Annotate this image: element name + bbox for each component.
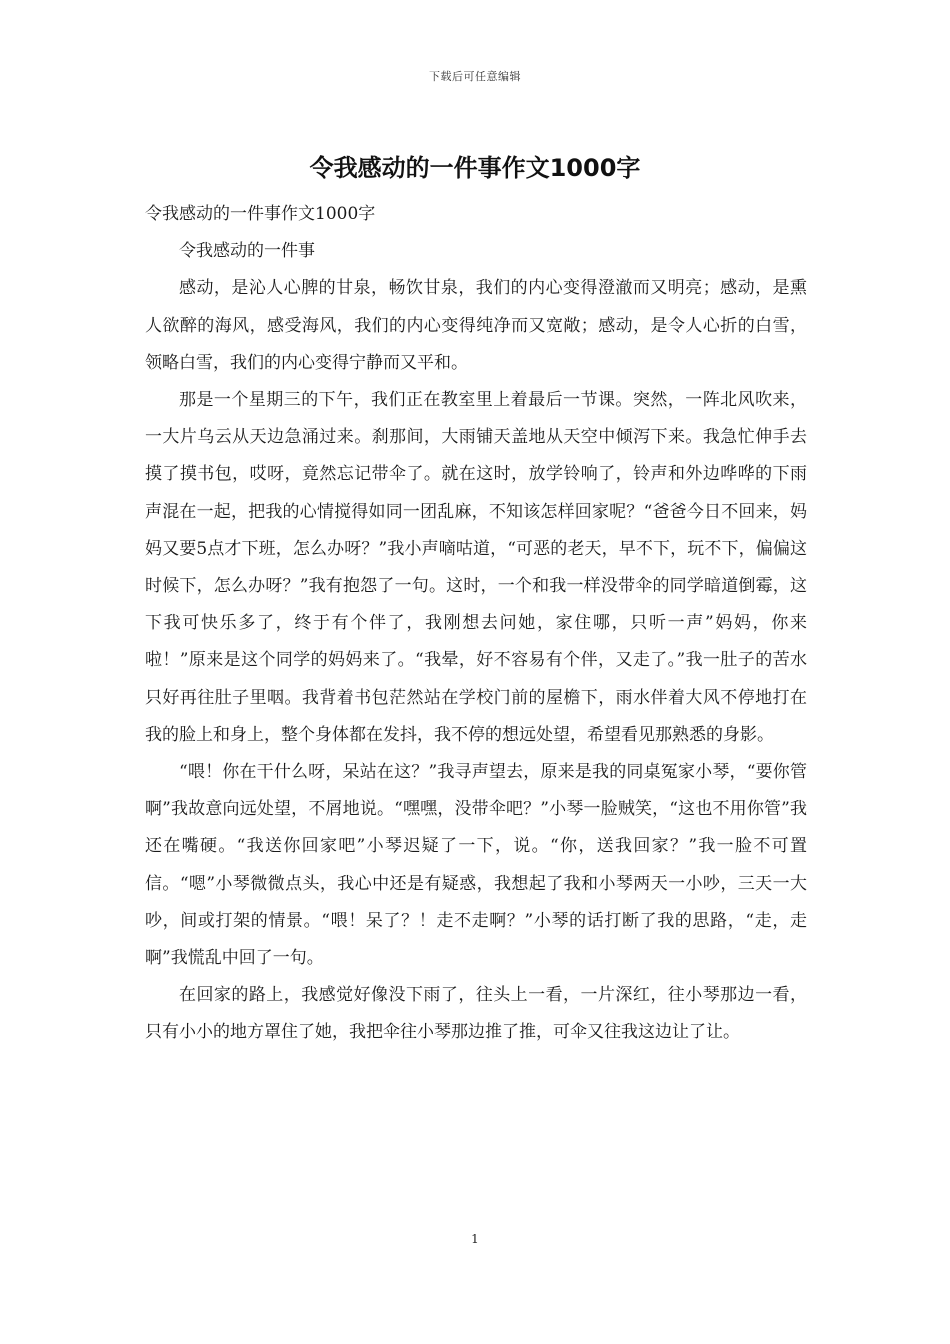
paragraph-subtitle: 令我感动的一件事作文1000字 <box>145 204 376 224</box>
paragraph: 那是一个星期三的下午，我们正在教室里上着最后一节课。突然，一阵北风吹来，一大片乌云从天边急涌过来。刹那间，大雨铺天盖地从天空中倾泻下来。我急忙伸手去摸了摸书包，哎呀，竟然忘记带伞了。就在这时，放学铃响了，铃声和外边哗哗的下雨声混在一起，把我的心情搅得如同一团乱麻，不知该怎样回家呢？“爸爸今日不回来，妈妈又要5点才下班，怎么办呀？”我小声嘀咕道，“可恶的老天，早不下，玩不下，偏偏这时候下，怎么办呀？”我有抱怨了一句。这时，一个和我一样没带伞的同学暗道倒霉，这下我可快乐多了，终于有个伴了，我刚想去问她，家住哪，只听一声”妈妈，你来啦！”原来是这个同学的妈妈来了。“我晕，好不容易有个伴，又走了。”我一肚子的苦水只好再往肚子里咽。我背着书包茫然站在学校门前的屋檐下，雨水伴着大风不停地打在我的脸上和身上，整个身体都在发抖，我不停的想远处望，希望看见那熟悉的身影。 <box>145 390 807 745</box>
page-number: 1 <box>471 1232 479 1246</box>
header-note: 下载后可任意编辑 <box>429 70 521 83</box>
document-body <box>145 196 807 1052</box>
paragraph: “喂！你在干什么呀，呆站在这？”我寻声望去，原来是我的同桌冤家小琴，“要你管啊”我故意向远处望，不屑地说。“嘿嘿，没带伞吧？”小琴一脸贼笑，“这也不用你管”我还在嘴硬。“我送你回家吧”小琴迟疑了一下，说。“你，送我回家？”我一脸不可置信。“嗯”小琴微微点头，我心中还是有疑惑，我想起了我和小琴两天一小吵，三天一大吵，间或打架的情景。“喂！呆了？！走不走啊？”小琴的话打断了我的思路，“走，走啊”我慌乱中回了一句。 <box>145 762 807 969</box>
paragraph: 感动，是沁人心脾的甘泉，畅饮甘泉，我们的内心变得澄澈而又明亮；感动，是熏人欲醉的海风，感受海风，我们的内心变得纯净而又宽敞；感动，是令人心折的白雪，领略白雪，我们的内心变得宁静而又平和。 <box>145 278 807 373</box>
paragraph-heading: 令我感动的一件事 <box>179 241 315 262</box>
document-title: 令我感动的一件事作文1000字 <box>309 154 641 182</box>
paragraph: 在回家的路上，我感觉好像没下雨了，往头上一看，一片深红，往小琴那边一看，只有小小的地方罩住了她，我把伞往小琴那边推了推，可伞又往我这边让了让。 <box>145 985 807 1043</box>
